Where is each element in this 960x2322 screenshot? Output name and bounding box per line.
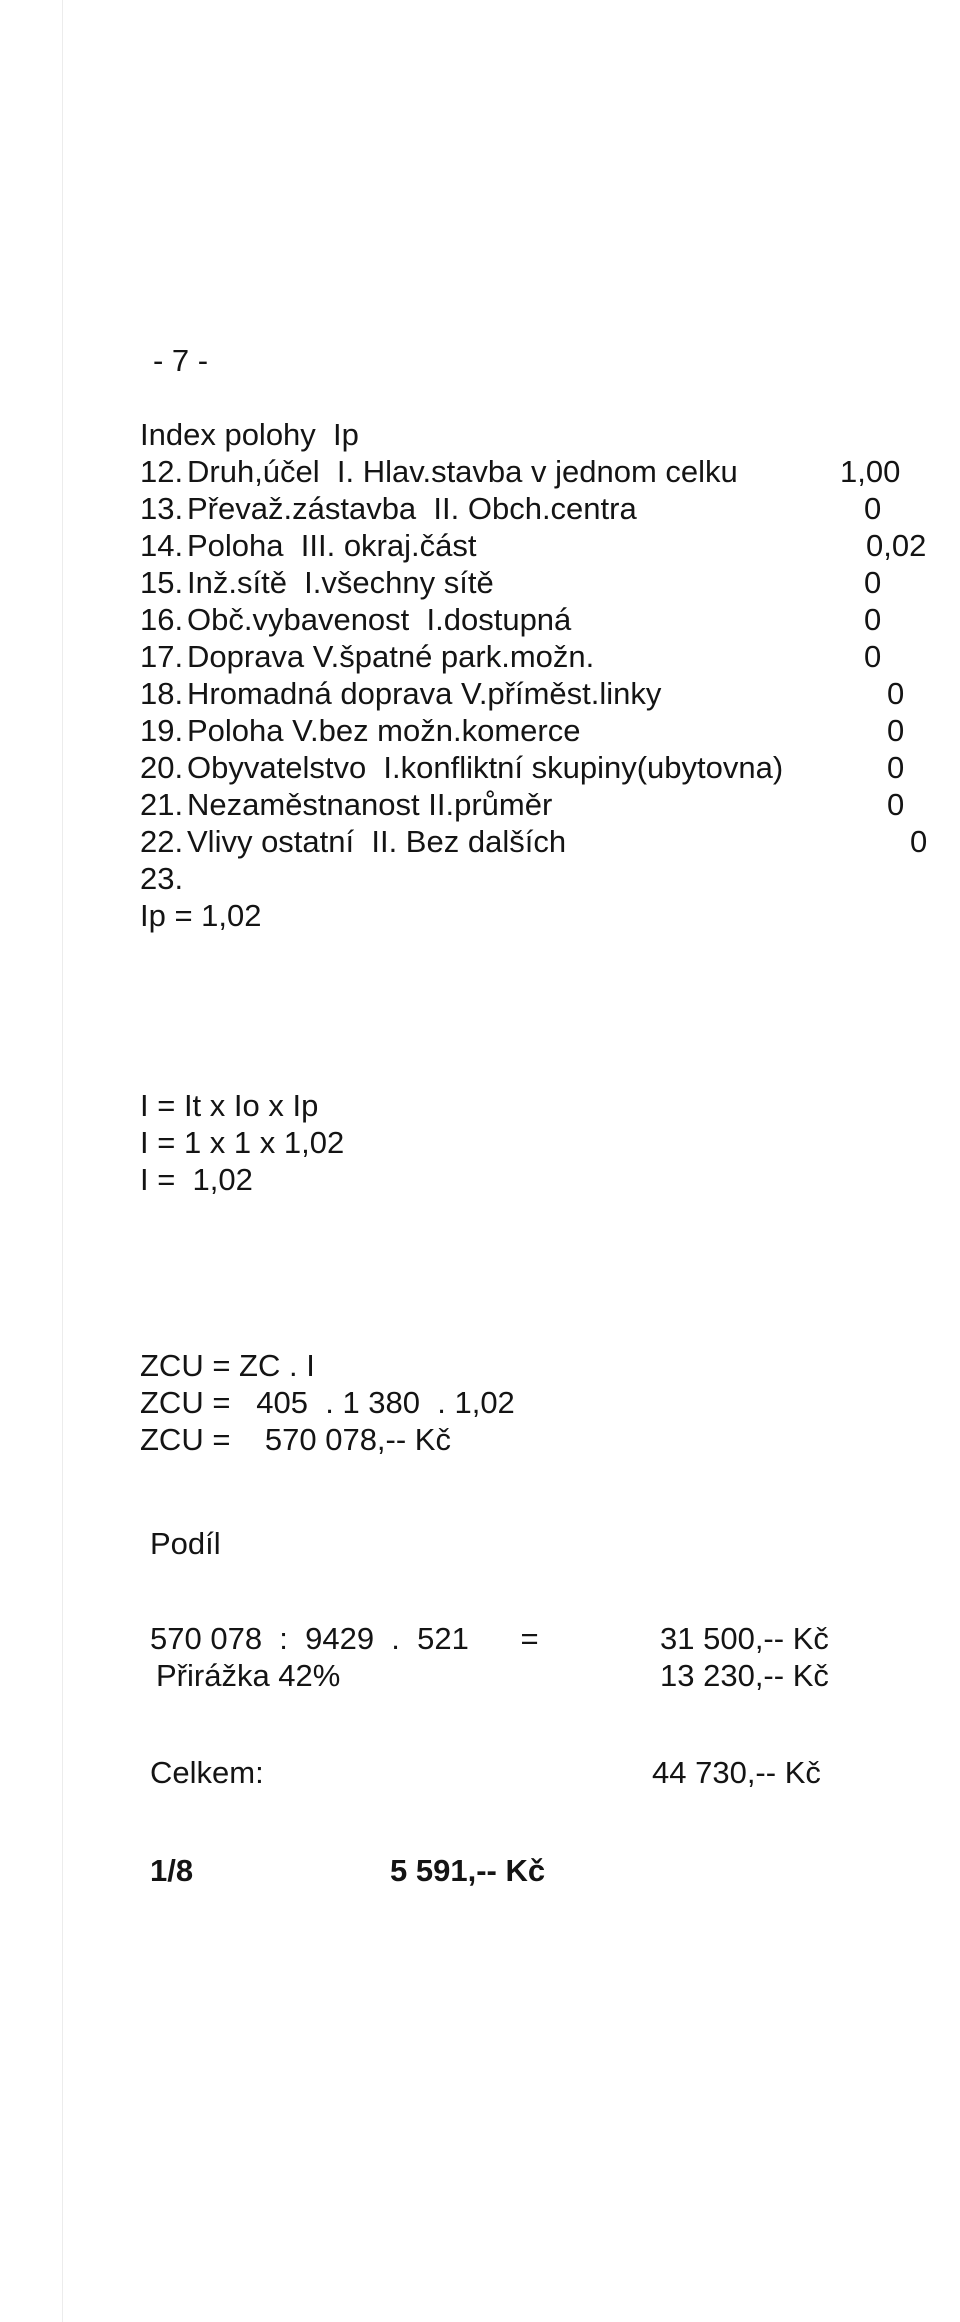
item-text: Obč.vybavenost I.dostupná (187, 602, 572, 637)
item-text: Převaž.zástavba II. Obch.centra (187, 491, 637, 526)
formula-line: I = It x Io x Ip (140, 1088, 319, 1123)
total-label: Celkem: (150, 1755, 264, 1790)
item-number: 21. (140, 787, 184, 822)
item-text: Doprava V.špatné park.možn. (187, 639, 595, 674)
item-number: 17. (140, 639, 184, 674)
item-text: Druh,účel I. Hlav.stavba v jednom celku (187, 454, 738, 489)
surcharge-value: 13 230,-- Kč (660, 1658, 829, 1693)
item-number: 16. (140, 602, 184, 637)
ip-result: Ip = 1,02 (140, 898, 262, 933)
item-number: 22. (140, 824, 184, 859)
item-number: 15. (140, 565, 184, 600)
index-title: Index polohy Ip (140, 417, 359, 452)
formula-line: ZCU = ZC . I (140, 1348, 315, 1383)
item-value: 0 (887, 787, 905, 822)
formula-line: I = 1 x 1 x 1,02 (140, 1125, 345, 1160)
item-value: 0 (864, 565, 882, 600)
item-value: 0 (887, 676, 905, 711)
formula-line: ZCU = 570 078,-- Kč (140, 1422, 451, 1457)
item-value: 1,00 (840, 454, 901, 489)
item-value: 0 (910, 824, 928, 859)
share-value: 5 591,-- Kč (390, 1853, 546, 1888)
page-margin-line (62, 0, 63, 2322)
surcharge-label: Přirážka 42% (156, 1658, 341, 1693)
item-value: 0,02 (866, 528, 927, 563)
total-value: 44 730,-- Kč (652, 1755, 821, 1790)
item-value: 0 (887, 713, 905, 748)
item-text: Poloha III. okraj.část (187, 528, 477, 563)
podil-label: Podíl (150, 1526, 221, 1561)
item-value: 0 (864, 491, 882, 526)
podil-calc-value: 31 500,-- Kč (660, 1621, 829, 1656)
item-number: 19. (140, 713, 184, 748)
item-text: Poloha V.bez možn.komerce (187, 713, 581, 748)
item-text: Nezaměstnanost II.průměr (187, 787, 553, 822)
page-number: - 7 - (153, 343, 209, 378)
item-number: 14. (140, 528, 184, 563)
item-number: 13. (140, 491, 184, 526)
item-text: Inž.sítě I.všechny sítě (187, 565, 494, 600)
item-number: 23. (140, 861, 184, 896)
formula-line: I = 1,02 (140, 1162, 253, 1197)
item-number: 12. (140, 454, 184, 489)
item-number: 20. (140, 750, 184, 785)
item-text: Vlivy ostatní II. Bez dalších (187, 824, 567, 859)
share-fraction: 1/8 (150, 1853, 194, 1888)
item-value: 0 (887, 750, 905, 785)
item-text: Obyvatelstvo I.konfliktní skupiny(ubytovna) (187, 750, 784, 785)
item-number: 18. (140, 676, 184, 711)
item-value: 0 (864, 639, 882, 674)
item-text: Hromadná doprava V.příměst.linky (187, 676, 662, 711)
podil-calc: 570 078 : 9429 . 521 = (150, 1621, 539, 1656)
formula-line: ZCU = 405 . 1 380 . 1,02 (140, 1385, 515, 1420)
item-value: 0 (864, 602, 882, 637)
